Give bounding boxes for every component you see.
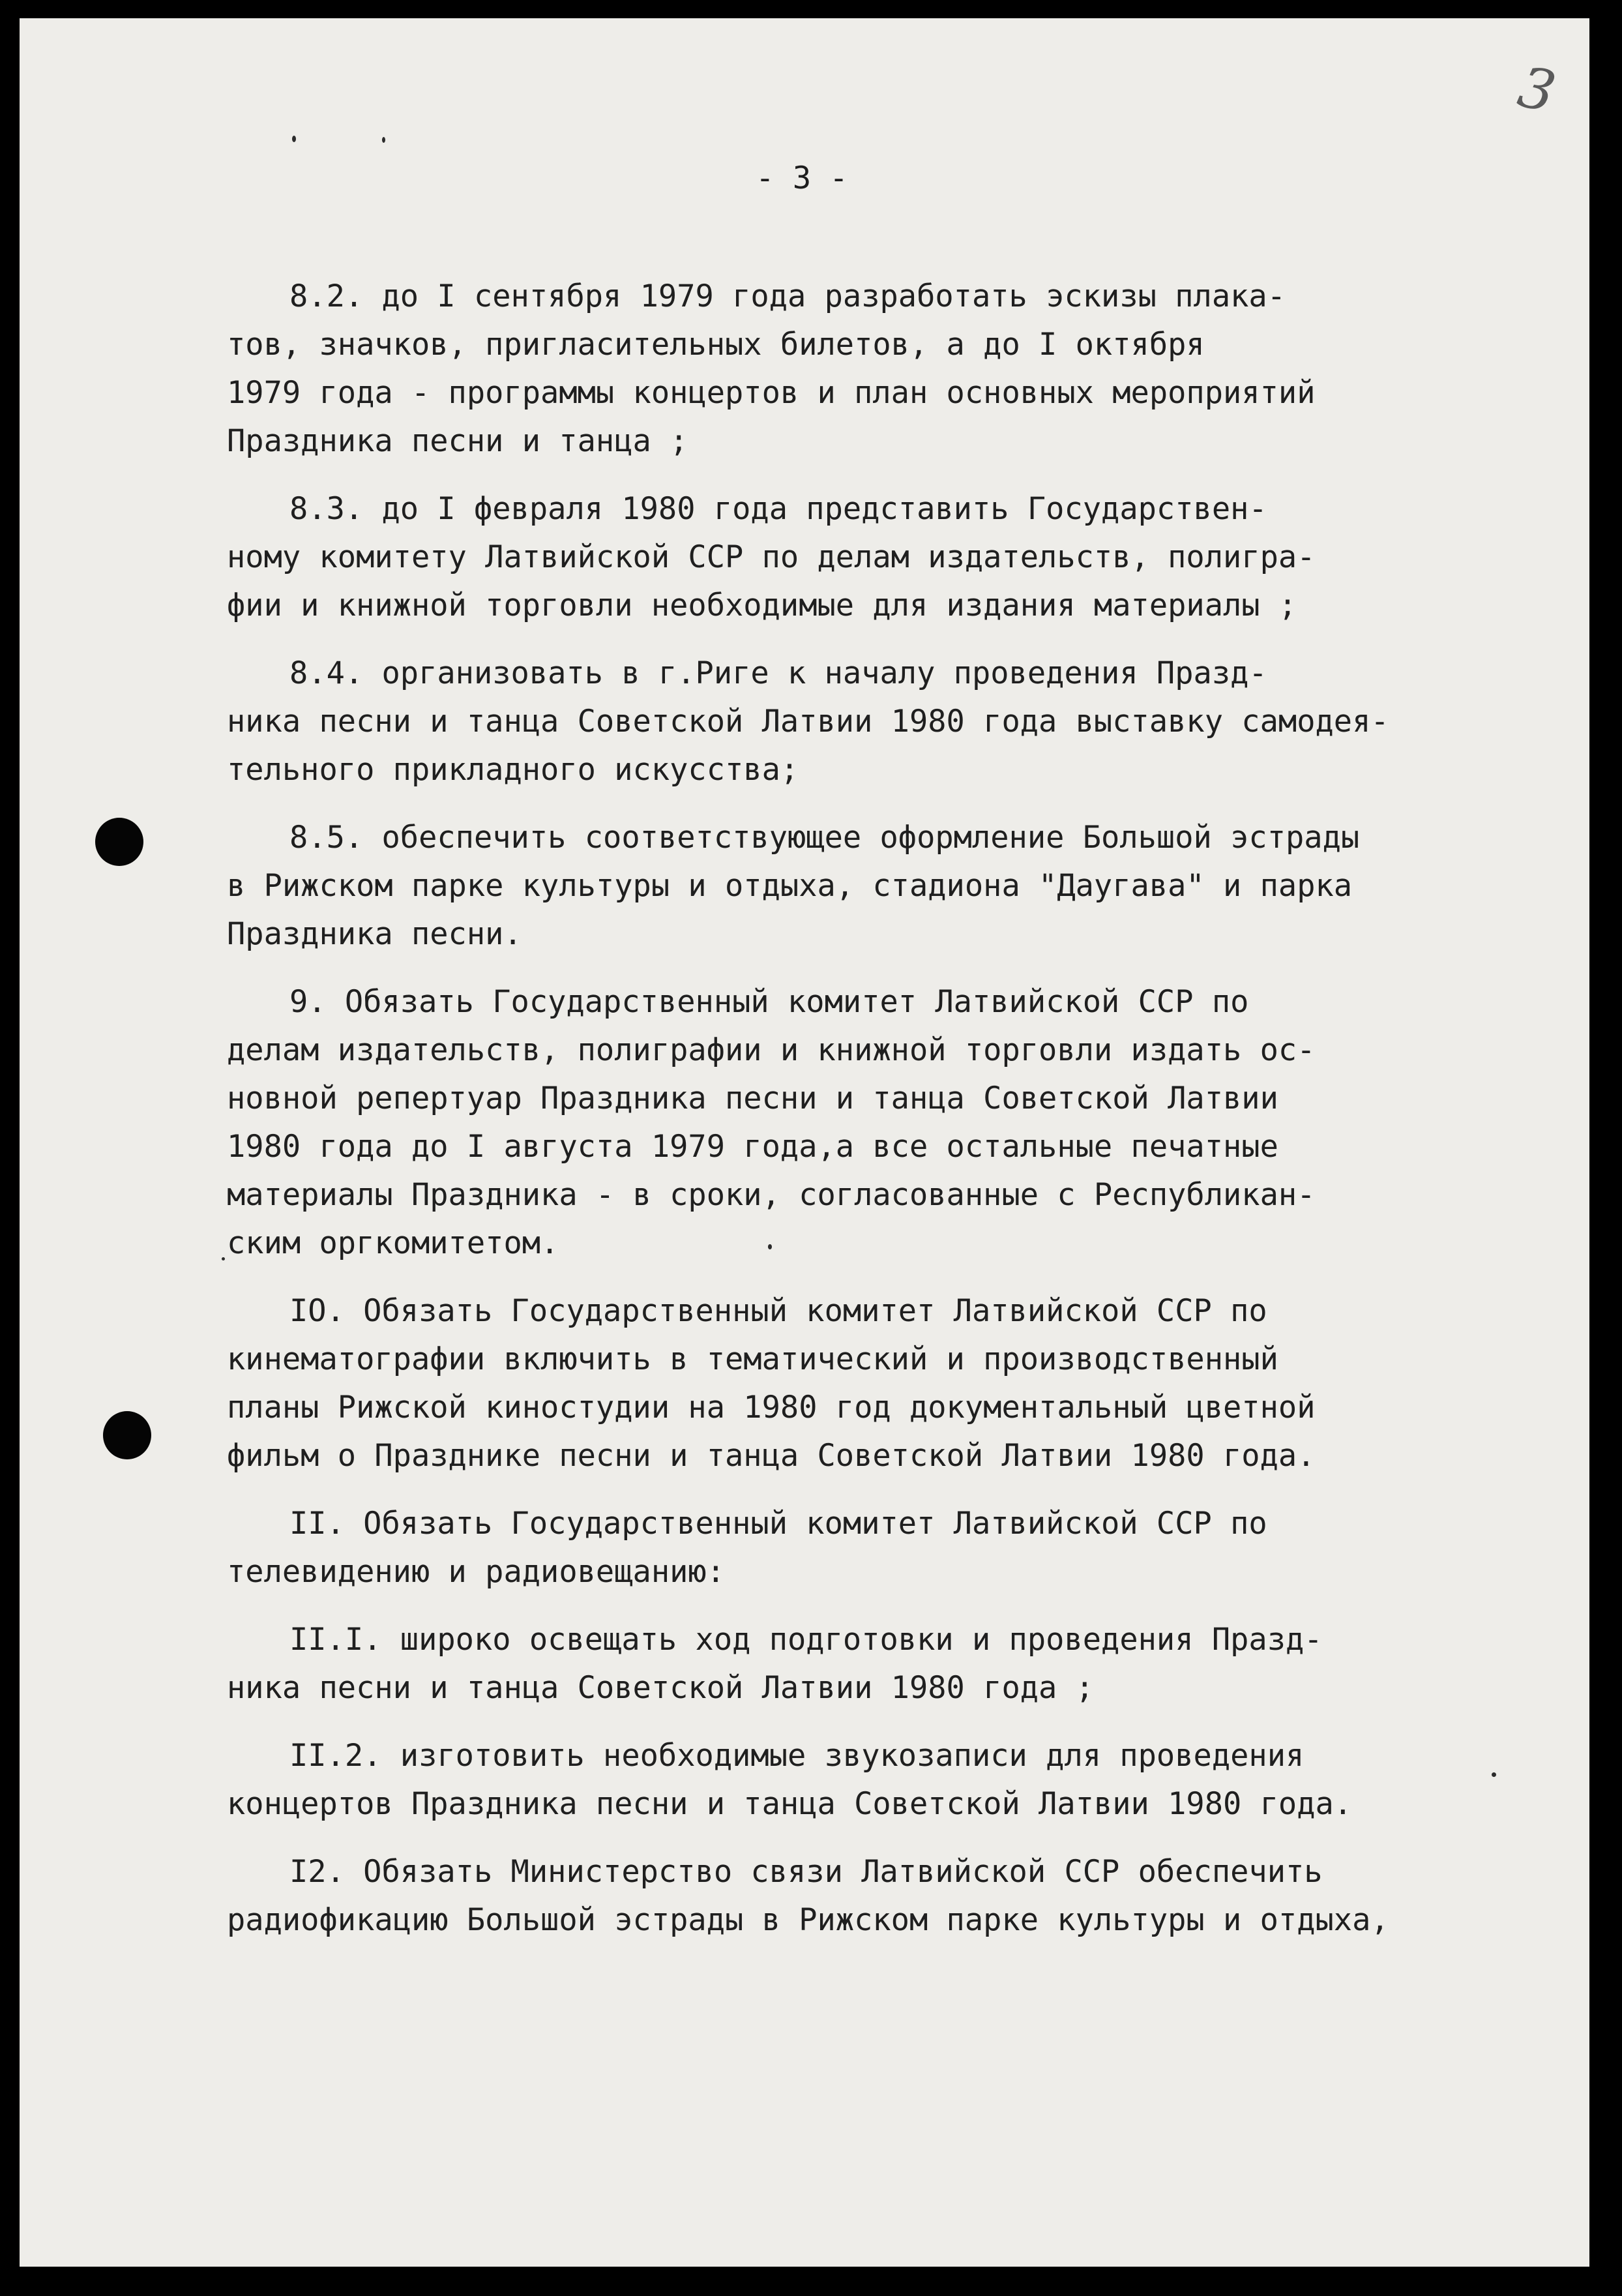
text-line: 8.3. до I февраля 1980 года представить Государствен- [289,491,1267,527]
paragraph-11-2 [227,1732,1531,1828]
text-line: ному комитету Латвийской ССР по делам издательств, полигра- [227,539,1316,575]
text-line: концертов Праздника песни и танца Советской Латвии 1980 года. [227,1786,1353,1822]
paragraph-11 [227,1500,1531,1596]
text-line: телевидению и радиовещанию: [227,1554,726,1590]
punch-hole-bottom [103,1411,151,1459]
paper-speck [222,1257,225,1260]
text-line: фии и книжной торговли необходимые для издания материалы ; [227,588,1297,623]
text-line: фильм о Празднике песни и танца Советской Латвии 1980 года. [227,1438,1316,1474]
handwritten-page-number: 3 [1512,54,1561,126]
punch-hole-top [95,818,143,866]
text-line: планы Рижской киностудии на 1980 год документальный цветной [227,1390,1316,1425]
paragraph-8-3 [227,485,1531,630]
paper-speck [382,137,385,143]
text-line: 8.2. до I сентября 1979 года разработать эскизы плака- [289,278,1286,314]
text-line: 1980 года до I августа 1979 года,а все остальные печатные [227,1129,1278,1165]
paragraph-8-5 [227,814,1531,959]
text-line: 8.5. обеспечить соответствующее оформление Большой эстрады [289,820,1360,856]
paragraph-8-2 [227,273,1531,466]
text-line: ника песни и танца Советской Латвии 1980 года выставку самодея- [227,704,1389,739]
paragraph-11-1 [227,1616,1531,1712]
paragraph-10 [227,1287,1531,1480]
paragraph-9 [227,978,1531,1268]
paragraph-12 [227,1848,1531,1945]
text-line: ским оргкомитетом. [227,1225,559,1261]
text-line: Праздника песни. [227,916,522,952]
text-line: I2. Обязать Министерство связи Латвийской ССР обеспечить [289,1854,1323,1890]
text-line: тов, значков, пригласительных билетов, а до I октября [227,327,1205,363]
paragraph-8-4 [227,649,1531,794]
text-line: делам издательств, полиграфии и книжной торговли издать ос- [227,1032,1316,1068]
document-body [227,273,1531,1964]
document-sheet [20,18,1589,2267]
paper-speck [292,136,296,142]
text-line: II.I. широко освещать ход подготовки и проведения Празд- [289,1622,1323,1658]
text-line: II. Обязать Государственный комитет Латвийской ССР по [289,1506,1267,1542]
text-line: IO. Обязать Государственный комитет Латвийской ССР по [289,1293,1267,1329]
text-line: тельного прикладного искусства; [227,752,799,788]
typed-page-number: - 3 - [756,160,848,196]
text-line: ника песни и танца Советской Латвии 1980 года ; [227,1670,1094,1706]
text-line: 9. Обязать Государственный комитет Латвийской ССР по [289,984,1249,1020]
text-line: материалы Праздника - в сроки, согласованные с Республикан- [227,1177,1316,1213]
text-line: радиофикацию Большой эстрады в Рижском парке культуры и отдыха, [227,1902,1389,1938]
text-line: новной репертуар Праздника песни и танца Советской Латвии [227,1081,1278,1116]
text-line: 1979 года - программы концертов и план основных мероприятий [227,375,1316,411]
text-line: II.2. изготовить необходимые звукозаписи для проведения [289,1738,1305,1774]
text-line: кинематографии включить в тематический и производственный [227,1341,1278,1377]
text-line: Праздника песни и танца ; [227,423,688,459]
text-line: 8.4. организовать в г.Риге к началу проведения Празд- [289,655,1267,691]
text-line: в Рижском парке культуры и отдыха, стадиона "Даугава" и парка [227,868,1353,904]
